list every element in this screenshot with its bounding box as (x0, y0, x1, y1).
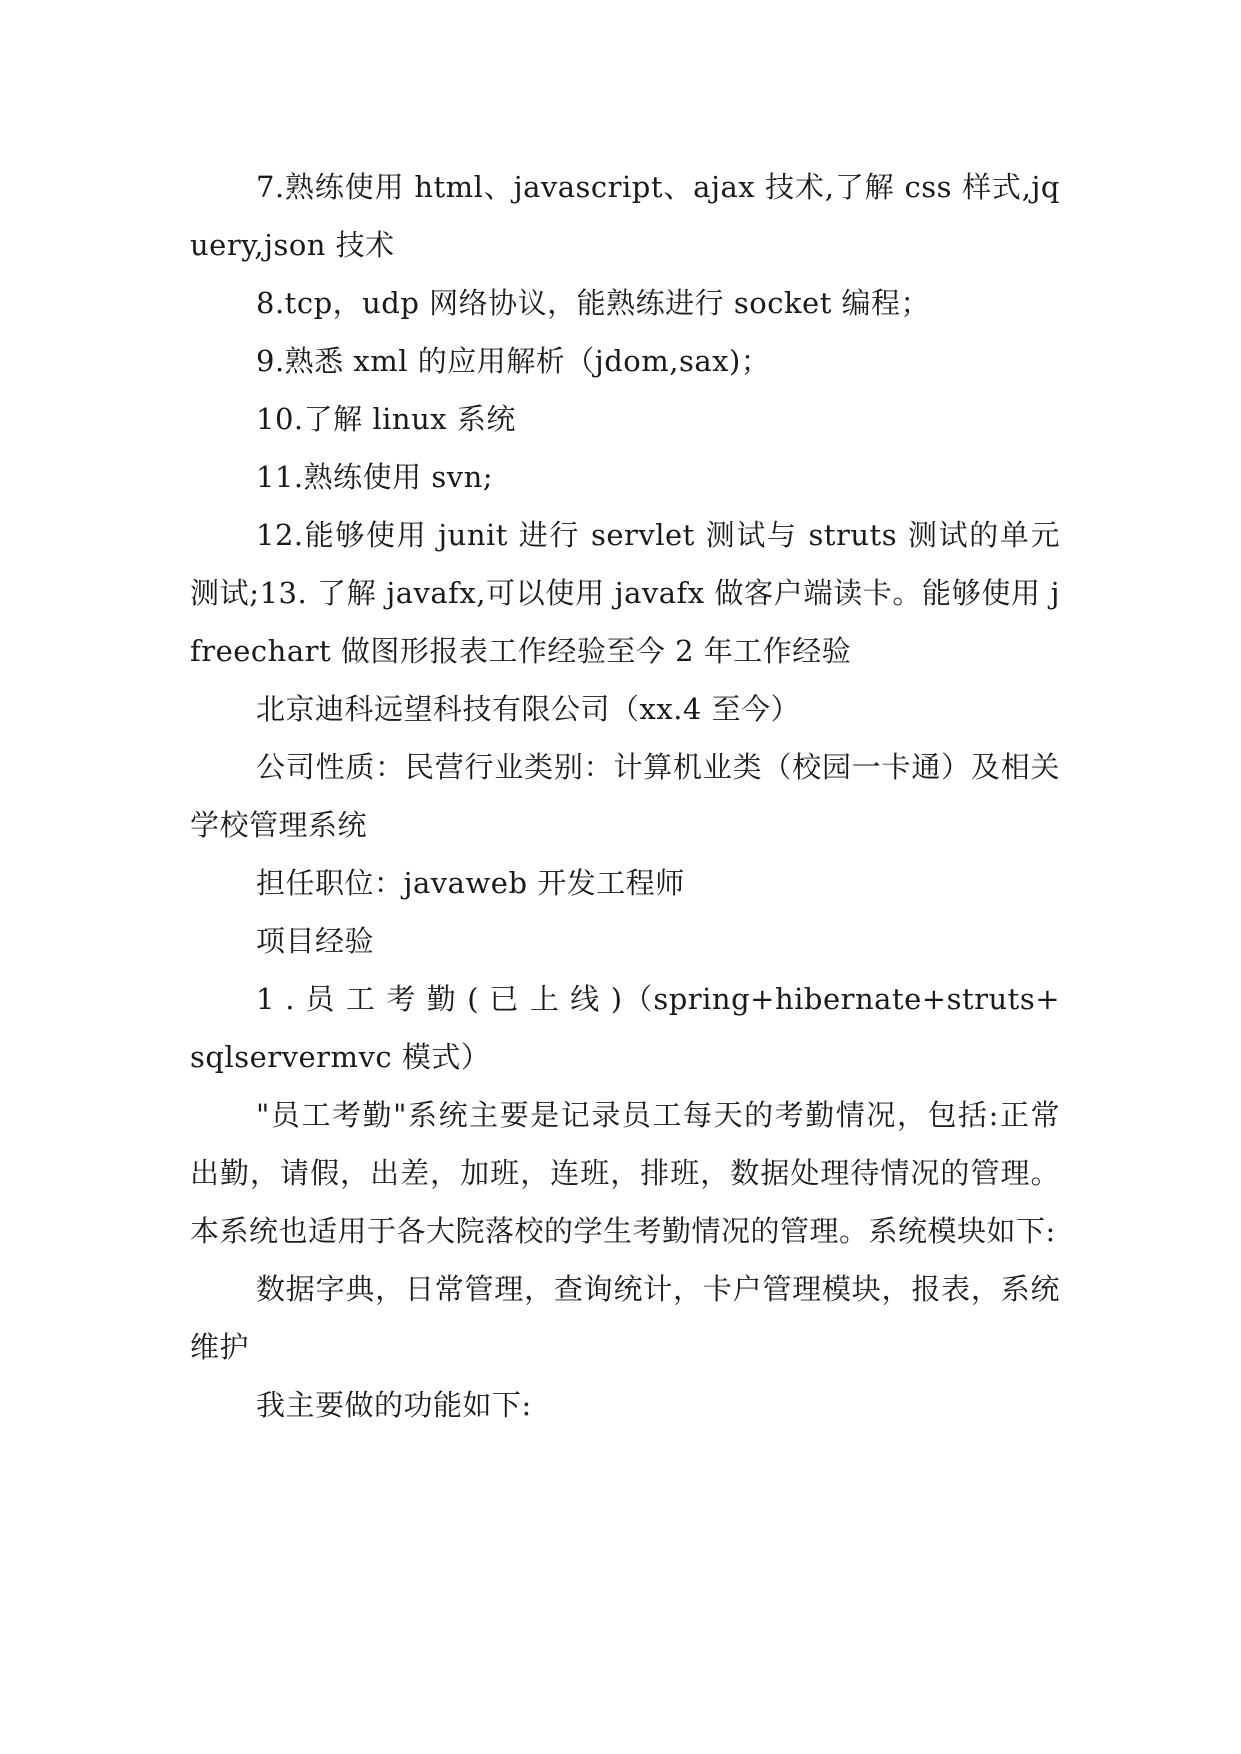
project-description: "员工考勤"系统主要是记录员工每天的考勤情况，包括:正常出勤，请假，出差，加班，连班，排班，数据处理待情况的管理。本系统也适用于各大院落校的学生考勤情况的管理。系统模块如下: (190, 1098, 1060, 1248)
skill-item-11: 11.熟练使用 svn; (256, 460, 494, 494)
skill-item-9: 9.熟悉 xml 的应用解析（jdom,sax)； (256, 344, 771, 378)
company-name: 北京迪科远望科技有限公司（xx.4 至今） (256, 692, 801, 726)
job-position: 担任职位：javaweb 开发工程师 (256, 866, 685, 900)
project-title: 1 . 员 工 考 勤 ( 已 上 线 )（spring+hibernate+struts+sqlservermvc 模式） (190, 982, 1060, 1074)
skill-item-8: 8.tcp，udp 网络协议，能熟练进行 socket 编程； (256, 286, 931, 320)
skill-item-7: 7.熟练使用 html、javascript、ajax 技术,了解 css 样式,jquery,json 技术 (190, 170, 1060, 262)
project-experience-heading: 项目经验 (256, 924, 375, 958)
skill-item-10: 10.了解 linux 系统 (256, 402, 516, 436)
document-body (190, 158, 1060, 1434)
system-modules: 数据字典，日常管理，查询统计，卡户管理模块，报表，系统维护 (190, 1272, 1060, 1364)
skill-item-12: 12.能够使用 junit 进行 servlet 测试与 struts 测试的单元测试;13. 了解 javafx,可以使用 javafx 做客户端读卡。能够使用 jfreechart 做图形报表工作经验至今 2 年工作经验 (190, 518, 1060, 668)
my-functions-intro: 我主要做的功能如下: (256, 1388, 532, 1422)
company-nature: 公司性质：民营行业类别：计算机业类（校园一卡通）及相关学校管理系统 (190, 750, 1060, 842)
